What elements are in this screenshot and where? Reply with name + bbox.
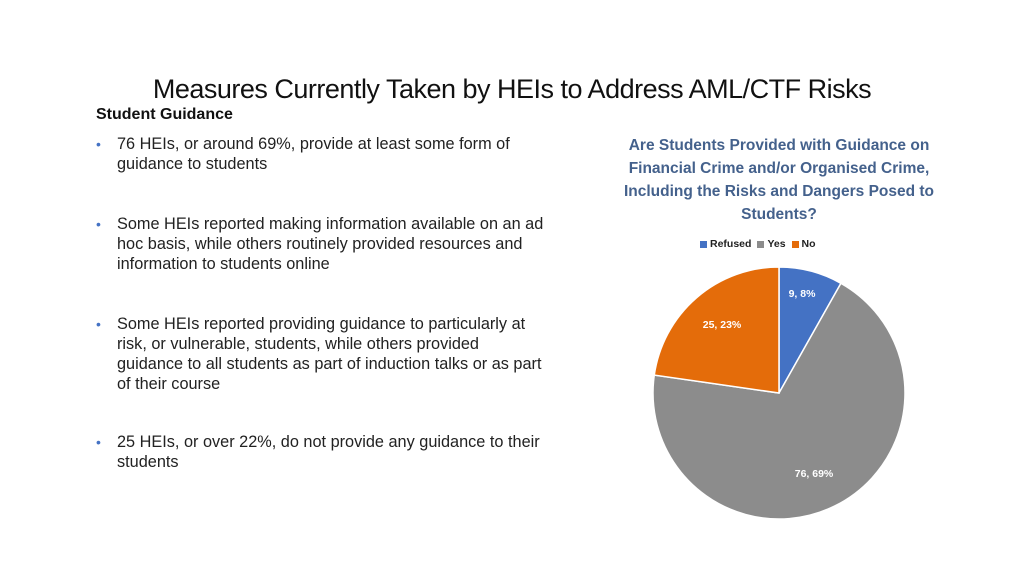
bullet-text: 25 HEIs, or over 22%, do not provide any guidance to their students bbox=[117, 433, 540, 471]
bullet-dot-icon: • bbox=[96, 316, 101, 332]
section-heading: Student Guidance bbox=[96, 106, 233, 123]
chart-title: Are Students Provided with Guidance on Financial Crime and/or Organised Crime, Including the Risks and Dangers Posed to Students? bbox=[623, 137, 935, 223]
slide-title: Measures Currently Taken by HEIs to Address AML/CTF Risks bbox=[152, 74, 872, 104]
legend-label-no: No bbox=[801, 238, 816, 250]
bullet-dot-icon: • bbox=[96, 216, 101, 232]
bullet-dot-icon: • bbox=[96, 136, 101, 152]
bullet-text: 76 HEIs, or around 69%, provide at least some form of guidance to students bbox=[117, 135, 510, 173]
data-label-yes: 76, 69% bbox=[794, 468, 834, 480]
bullet-dot-icon: • bbox=[96, 434, 101, 450]
legend-label-yes: Yes bbox=[767, 238, 786, 250]
bullet-text: Some HEIs reported providing guidance to particularly at risk, or vulnerable, students, while others provided guidance to all students as part of induction talks or as part of their course bbox=[117, 315, 542, 393]
legend-label-refused: Refused bbox=[710, 238, 752, 250]
data-label-no: 25, 23% bbox=[702, 319, 742, 331]
data-label-refused: 9, 8% bbox=[788, 288, 816, 300]
bullet-text: Some HEIs reported making information available on an ad hoc basis, while others routinely provided resources and information to students online bbox=[117, 215, 544, 273]
